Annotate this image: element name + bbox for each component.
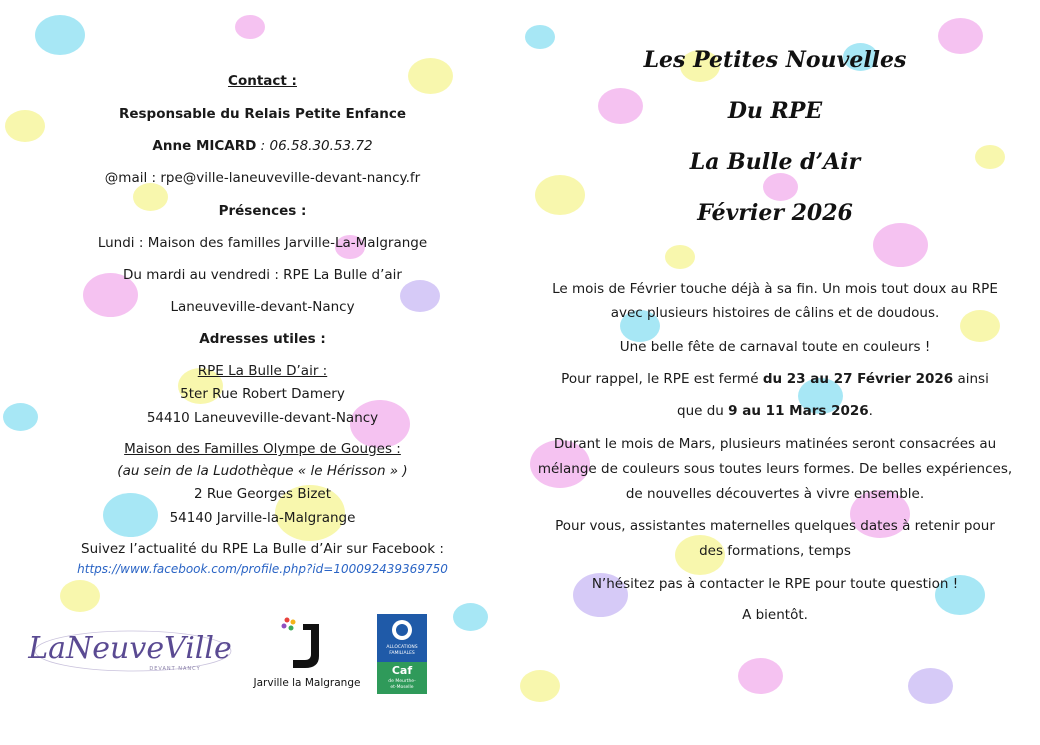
paragraph-4-line-1: Durant le mois de Mars, plusieurs matinées seront consacrées au bbox=[553, 436, 997, 452]
presence-monday: Lundi : Maison des familles Jarville-La-Malgrange bbox=[97, 235, 428, 251]
responsable-text: Responsable du Relais Petite Enfance bbox=[118, 106, 407, 122]
address-maison-city: 54140 Jarville-la-Malgrange bbox=[169, 510, 356, 526]
caf-logo bbox=[377, 614, 427, 694]
paragraph-2: Une belle fête de carnaval toute en couleurs ! bbox=[619, 339, 931, 355]
presence-weekdays: Du mardi au vendredi : RPE La Bulle d’air bbox=[123, 267, 402, 283]
facebook-link[interactable]: https://www.facebook.com/profile.php?id=100092439369750 bbox=[77, 562, 448, 576]
contact-phone: : 06.58.30.53.72 bbox=[256, 138, 373, 154]
paragraph-3-line-1: Pour rappel, le RPE est fermé du 23 au 27 Février 2026 ainsi bbox=[561, 371, 989, 387]
address-maison-street: 2 Rue Georges Bizet bbox=[193, 486, 332, 502]
adresses-heading: Adresses utiles : bbox=[199, 331, 326, 347]
newsletter-title-2: Du RPE bbox=[727, 98, 823, 124]
facebook-text: Suivez l’actualité du RPE La Bulle d’Air sur Facebook : bbox=[81, 541, 444, 557]
contact-heading: Contact : bbox=[228, 73, 297, 89]
paragraph-3-line-2: que du 9 au 11 Mars 2026. bbox=[677, 403, 873, 419]
contact-email[interactable]: @mail : rpe@ville-laneuveville-devant-nancy.fr bbox=[104, 170, 421, 186]
contact-name: Anne MICARD bbox=[152, 138, 257, 154]
svg-text:et-Moselle: et-Moselle bbox=[390, 685, 414, 690]
paragraph-1-line-2: avec plusieurs histoires de câlins et de doudous. bbox=[610, 305, 940, 321]
newsletter-title-1: Les Petites Nouvelles bbox=[643, 47, 907, 73]
presences-heading: Présences : bbox=[218, 203, 307, 219]
paragraph-4-line-2: mélange de couleurs sous toutes leurs formes. De belles expériences, bbox=[537, 461, 1013, 477]
svg-text:de Meurthe-: de Meurthe- bbox=[388, 679, 416, 684]
presence-location: Laneuveville-devant-Nancy bbox=[170, 299, 355, 315]
newsletter-title-3: La Bulle d’Air bbox=[689, 149, 861, 175]
closing-text: A bientôt. bbox=[742, 607, 808, 623]
paragraph-6: N’hésitez pas à contacter le RPE pour toute question ! bbox=[591, 576, 959, 592]
svg-text:DEVANT NANCY: DEVANT NANCY bbox=[149, 666, 201, 672]
address-maison-title: Maison des Familles Olympe de Gouges : bbox=[124, 441, 401, 457]
address-rpe-street: 5ter Rue Robert Damery bbox=[180, 386, 345, 402]
newsletter-title-4: Février 2026 bbox=[697, 200, 853, 226]
address-rpe-title: RPE La Bulle D’air : bbox=[197, 363, 328, 379]
contact-name-line bbox=[20, 137, 505, 155]
laneuveville-logo bbox=[25, 618, 240, 678]
svg-text:Caf: Caf bbox=[391, 664, 413, 677]
jarville-logo bbox=[245, 612, 370, 692]
svg-text:ALLOCATIONS: ALLOCATIONS bbox=[386, 645, 418, 650]
address-rpe-city: 54410 Laneuveville-devant-Nancy bbox=[146, 410, 379, 426]
svg-text:LaNeuveVille: LaNeuveVille bbox=[28, 631, 232, 666]
paragraph-5-line-2: des formations, temps bbox=[699, 543, 851, 559]
closure-dates-march: 9 au 11 Mars 2026 bbox=[728, 403, 869, 419]
closure-dates-february: du 23 au 27 Février 2026 bbox=[762, 371, 954, 387]
newsletter-panel bbox=[515, 0, 1035, 745]
svg-text:Jarville la Malgrange: Jarville la Malgrange bbox=[253, 677, 361, 689]
svg-text:FAMILIALES: FAMILIALES bbox=[389, 651, 415, 656]
paragraph-5-line-1: Pour vous, assistantes maternelles quelques dates à retenir pour bbox=[555, 518, 995, 534]
paragraph-4-line-3: de nouvelles découvertes à vivre ensemble. bbox=[625, 486, 925, 502]
paragraph-1-line-1: Le mois de Février touche déjà à sa fin. Un mois tout doux au RPE bbox=[552, 281, 998, 297]
address-maison-note: (au sein de la Ludothèque « le Hérisson » ) bbox=[117, 463, 408, 479]
